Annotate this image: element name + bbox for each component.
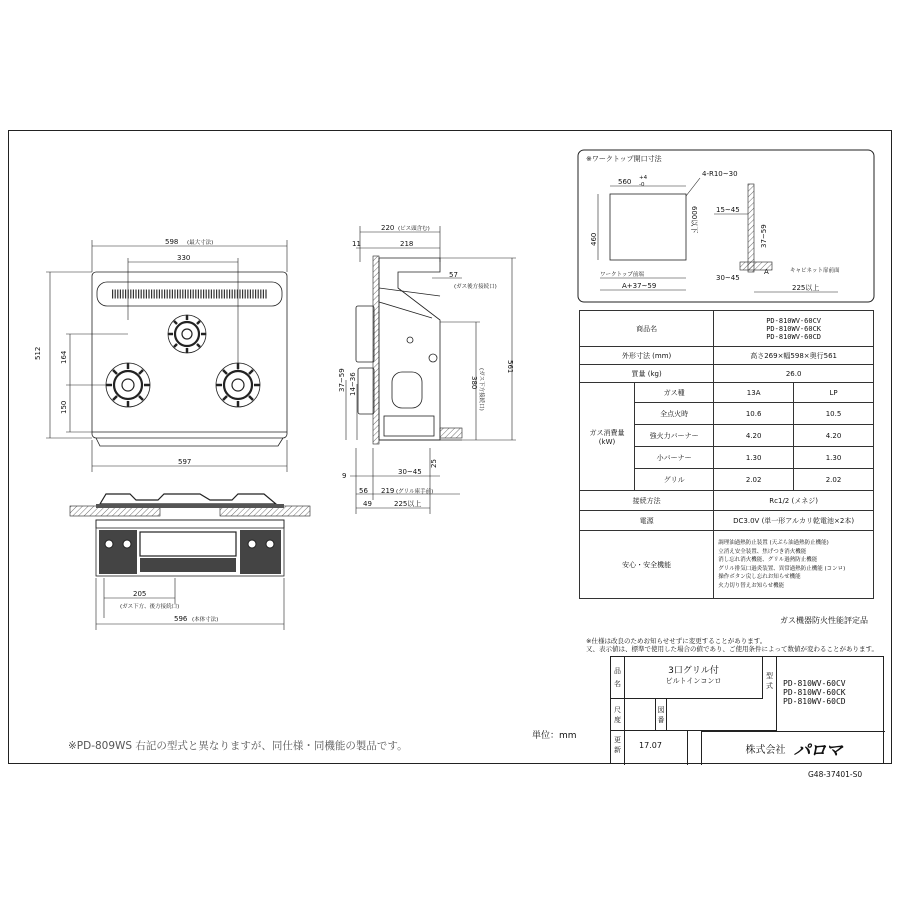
safety-item: グリル排気口過炎装置、異常過熱防止機能 (コンロ) [718,565,846,572]
row-label: グリル [635,469,714,491]
unit-label: 単位：mm [532,731,577,741]
side-body [379,258,440,440]
dim-597: 597 [178,458,192,466]
gas-13a: 13A [714,383,794,403]
row-value-lp: 2.02 [794,469,874,491]
title-block [610,656,884,764]
cutout-15-45: 15~45 [716,206,740,214]
model-3: PD-810WV-60CD [766,332,822,341]
row-label: 強火力バーナー [635,425,714,447]
safety-item: 調理油過熱防止装置 (天ぷら油過熱防止機能) [718,540,829,546]
company-label: 株式会社 [745,745,786,756]
product-name-label: 商品名 [580,311,714,347]
dim-220: 220 [381,224,395,232]
cutout-width-tol-plus: +4 [639,175,648,181]
row-value-lp: 4.20 [794,425,874,447]
spec-table [579,310,874,599]
cutout-depth: 460 [590,232,598,246]
row-value-lp: 1.30 [794,447,874,469]
dim-218: 218 [400,240,414,248]
brand-logo: パロマ [793,741,842,761]
dim-56: 56 [359,487,368,495]
dimensions-value: 高さ269×幅598×奥行561 [714,347,874,365]
safety-item: 操作ボタン戻し忘れお知らせ機能 [718,574,801,580]
dim-220-note: (ビス頭含む) [398,226,430,232]
dim-30-45: 30~45 [398,468,422,476]
cutout-a: A [764,268,769,276]
type-value: PD-810WV-60CV [783,679,846,688]
grill-door [140,532,236,556]
front-elevation [70,494,310,630]
connection-label: 接続方法 [580,491,714,511]
cutout-37-59: 37~59 [760,224,768,248]
updated-value: 17.07 [639,741,662,750]
connection-value: Rc1/2 (メネジ) [714,491,874,511]
dim-598: 598 [165,238,179,246]
dim-225: 225以上 [394,500,422,508]
cutout-30-45: 30~45 [716,274,740,282]
gas-type-label: ガス種 [635,383,714,403]
cutout-box [578,150,874,302]
side-view [338,224,516,514]
dim-330: 330 [177,254,191,262]
dim-57: 57 [449,271,458,279]
cutout-radius: 4-R10~30 [702,170,738,178]
mass-value: 26.0 [714,365,874,383]
dim-561: 561 [506,360,514,374]
gas-consumption-label: ガス消費量 (kW) [580,383,635,491]
dim-219: 219 [381,487,395,495]
back-vent [97,282,282,306]
row-value-13a: 1.30 [714,447,794,469]
cutout-front-dim: A+37~59 [622,282,657,290]
dim-11: 11 [352,240,361,248]
gas-lp: LP [794,383,874,403]
safety-label: 安心・安全機能 [580,531,714,599]
dim-205: 205 [133,590,147,598]
top-view [34,238,287,472]
cutout-title: ※ワークトップ開口寸法 [586,155,662,163]
cutout-rect [610,194,686,260]
safety-item: 立消え安全装置、焦げつき消火機能 [718,548,807,555]
dim-25: 25 [430,459,438,468]
dim-9: 9 [342,472,347,480]
drawing-code: G48-37401-S0 [808,770,863,779]
dim-49: 49 [363,500,372,508]
type-value: PD-810WV-60CK [783,688,846,697]
dim-57-note: (ガス後方接続口) [454,284,497,290]
row-value-13a: 10.6 [714,403,794,425]
certification: ガス機器防火性能評定品 [780,616,868,625]
row-value-13a: 4.20 [714,425,794,447]
type-value: PD-810WV-60CD [783,697,846,706]
cutout-cabinet-dim: 225以上 [792,284,820,292]
name-line-1: 3口グリル付 [668,666,719,676]
safety-item: 火力切り替えお知らせ機能 [718,582,785,589]
power-value: DC3.0V (単一形アルカリ乾電池×2本) [714,511,874,531]
note-line-1: ※仕様は改良のためお知らせせずに変更することがあります。 [586,637,767,645]
dim-150: 150 [60,400,68,414]
dim-14-36: 14~36 [349,372,357,396]
dim-596-note: (本体寸法) [192,617,219,623]
row-label: 全点火時 [635,403,714,425]
model-2: PD-810WV-60CK [766,324,822,333]
type-label: 型式 [763,657,777,731]
row-value-lp: 10.5 [794,403,874,425]
note-line-2: 又、表示値は、標準で使用した場合の値であり、ご使用条件によって数値が変わることがあります。 [586,645,878,653]
cutout-front-label: ワークトップ前端 [600,272,644,278]
dim-380: 380 [470,376,478,390]
dim-37-59: 37~59 [338,368,346,392]
name-line-2: ビルトインコンロ [665,677,722,685]
cutout-cabinet-label: キャビネット扉前面 [790,268,840,274]
footnote: ※PD-809WS 右記の型式と異なりますが、同仕様・同機能の製品です。 [68,740,408,752]
scale-label: 尺度 [611,699,625,731]
name-label: 品名 [611,657,625,699]
dim-512: 512 [34,346,42,360]
row-label: 小バーナー [635,447,714,469]
power-label: 電源 [580,511,714,531]
cutout-width-tol-minus: -0 [639,182,645,188]
left-burner [106,363,150,407]
cutout-600: 600以下 [690,206,698,234]
updated-label: 更新 [611,731,625,765]
safety-item: 消し忘れ消火機能、グリル過熱防止機能 [718,557,818,563]
dimensions-label: 外形寸法 (mm) [580,347,714,365]
dim-164: 164 [60,350,68,364]
dim-219-note: (グリル庫手前) [396,489,434,495]
dim-205-note: (ガス下方、後方接続口) [120,604,180,610]
back-burner [168,315,206,353]
dim-596: 596 [174,615,188,623]
row-value-13a: 2.02 [714,469,794,491]
dim-380-note: (ガス下方接続口) [478,368,484,411]
drawing-no-label: 図番 [655,699,667,731]
dim-598-note: (最大寸法) [187,240,214,246]
mass-label: 質量 (kg) [580,365,714,383]
cutout-width: 560 [618,178,632,186]
model-1: PD-810WV-60CV [766,316,822,325]
